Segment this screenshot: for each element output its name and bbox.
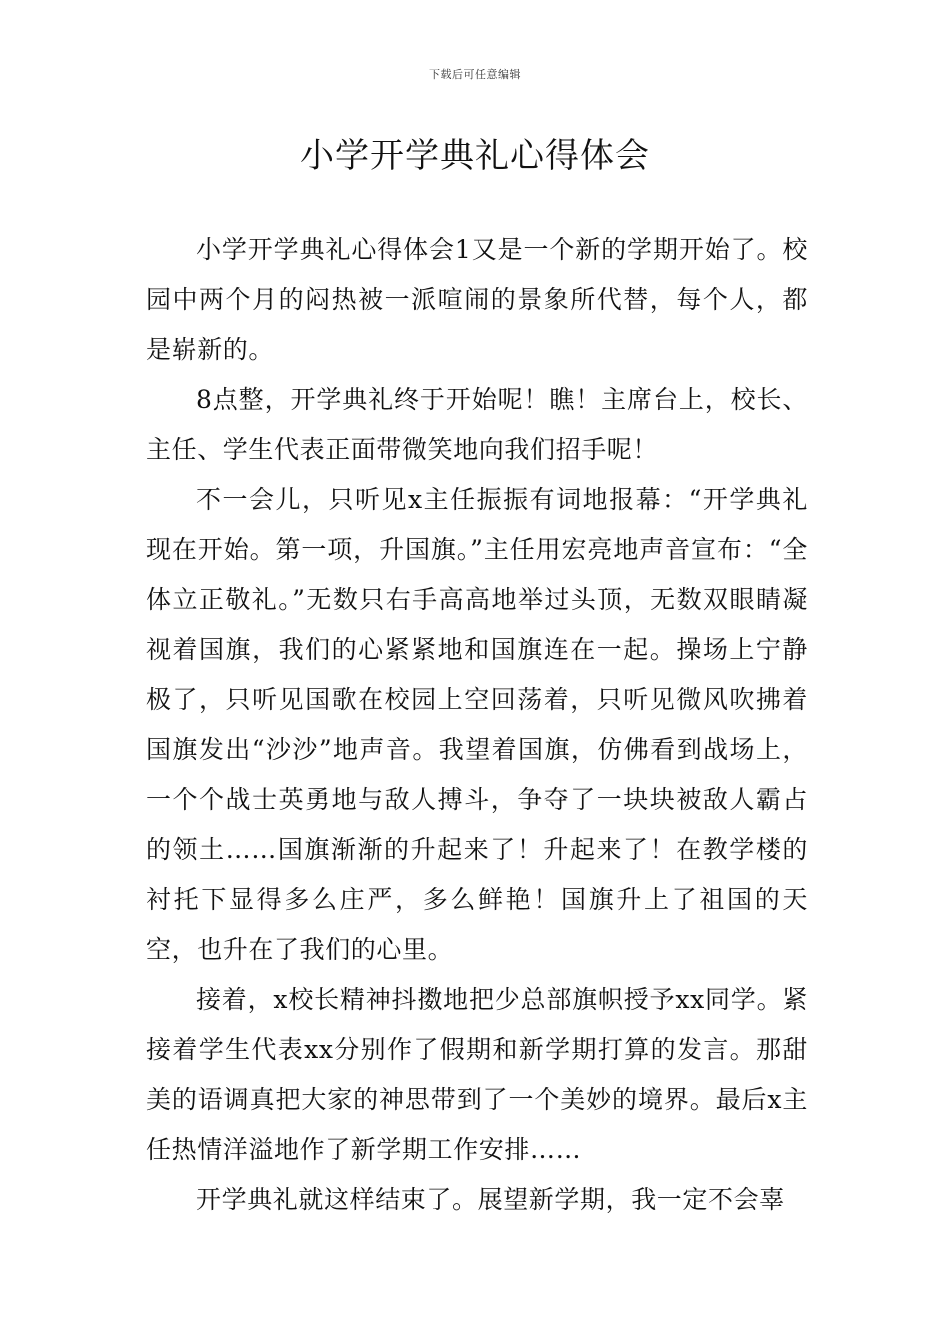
document-body: [146, 225, 808, 1225]
paragraph-2: 8点整，开学典礼终于开始呢！瞧！主席台上，校长、主任、学生代表正面带微笑地向我们招手呢！: [146, 385, 808, 464]
paragraph-1: 小学开学典礼心得体会1又是一个新的学期开始了。校园中两个月的闷热被一派喧闹的景象所代替，每个人，都是崭新的。: [146, 235, 808, 364]
paragraph-3: 不一会儿，只听见x主任振振有词地报幕：“开学典礼现在开始。第一项，升国旗。”主任用宏亮地声音宣布：“全体立正敬礼。”无数只右手高高地举过头顶，无数双眼睛凝视着国旗，我们的心紧紧地和国旗连在一起。操场上宁静极了，只听见国歌在校园上空回荡着，只听见微风吹拂着国旗发出“沙沙”地声音。我望着国旗，仿佛看到战场上，一个个战士英勇地与敌人搏斗，争夺了一块块被敌人霸占的领土……国旗渐渐的升起来了！升起来了！在教学楼的衬托下显得多么庄严，多么鲜艳！国旗升上了祖国的天空，也升在了我们的心里。: [146, 485, 808, 964]
paragraph-4: 接着，x校长精神抖擞地把少总部旗帜授予xx同学。紧接着学生代表xx分别作了假期和新学期打算的发言。那甜美的语调真把大家的神思带到了一个美妙的境界。最后x主任热情洋溢地作了新学期工作安排……: [146, 985, 808, 1164]
header-note: 下载后可任意编辑: [429, 68, 521, 81]
paragraph-5: 开学典礼就这样结束了。展望新学期，我一定不会辜: [196, 1185, 785, 1214]
document-title: 小学开学典礼心得体会: [300, 136, 650, 176]
